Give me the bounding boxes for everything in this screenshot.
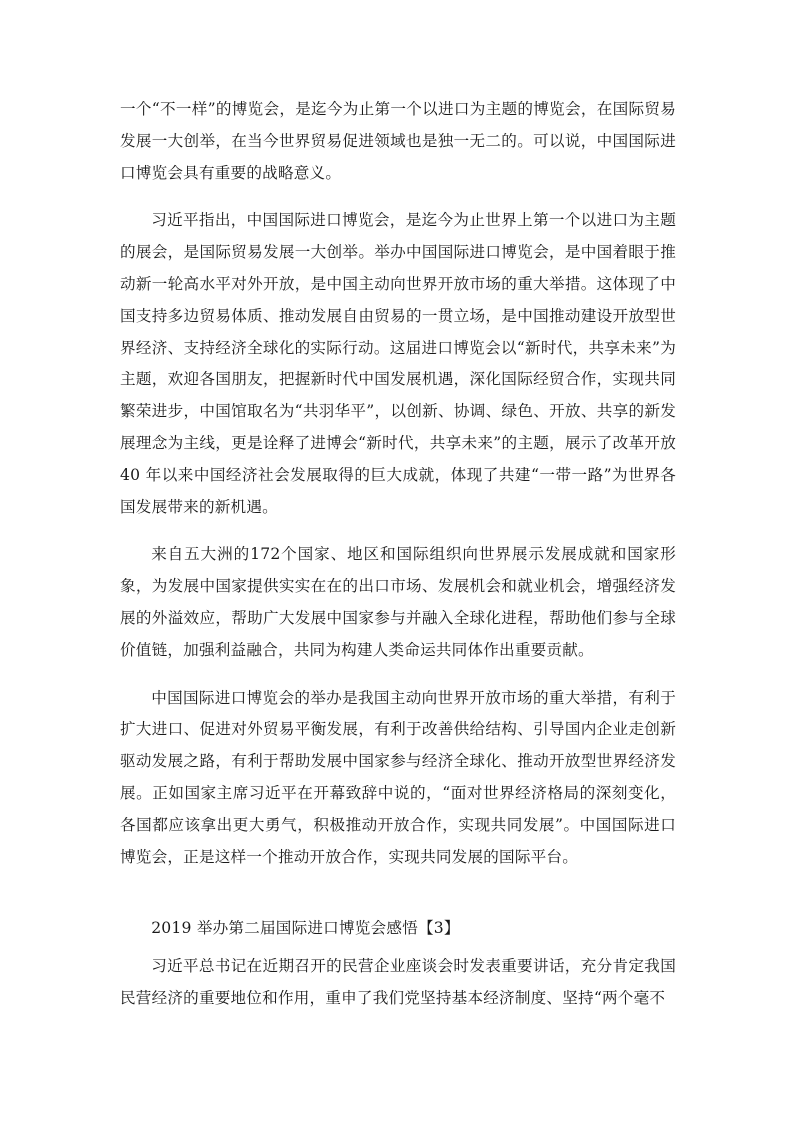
paragraph-private-enterprise: 习近平总书记在近期召开的民营企业座谈会时发表重要讲话，充分肯定我国民营经济的重要地位和作用，重申了我们党坚持基本经济制度、坚持“两个毫不: [120, 957, 676, 1007]
paragraph-continuation: 一个“不一样”的博览会，是迄今为止第一个以进口为主题的博览会，在国际贸易发展一大创举，在当今世界贸易促进领域也是独一无二的。可以说，中国国际进口博览会具有重要的战略意义。: [120, 100, 676, 182]
paragraph-xi-remarks: 习近平指出，中国国际进口博览会，是迄今为止世界上第一个以进口为主题的展会，是国际贸易发展一大创举。举办中国国际进口博览会，是中国着眼于推动新一轮高水平对外开放，是中国主动向世界开放市场的重大举措。这体现了中国支持多边贸易体质、推动发展自由贸易的一贯立场，是中国推动建设开放型世界经济、支持经济全球化的实际行动。这届进口博览会以“新时代，共享未来”为主题，欢迎各国朋友，把握新时代中国发展机遇，深化国际经贸合作，实现共同繁荣进步，中国馆取名为“共羽华平”，以创新、协调、绿色、开放、共享的新发展理念为主线，更是诠释了进博会“新时代，共享未来”的主题，展示了改革开放 40 年以来中国经济社会发展取得的巨大成就，体现了共建“一带一路”为世界各国发展带来的新机遇。: [120, 211, 676, 516]
document-page: [120, 94, 676, 1031]
section-spacer: [120, 889, 676, 913]
paragraph-172-countries: 来自五大洲的172个国家、地区和国际组织向世界展示发展成就和国家形象，为发展中国家提供实实在在的出口市场、发展机会和就业机会，增强经济发展的外溢效应，帮助广大发展中国家参与并融入全球化进程，帮助他们参与全球价值链，加强利益融合，共同为构建人类命运共同体作出重要贡献。: [120, 545, 676, 659]
paragraph-expo-significance: 中国国际进口博览会的举办是我国主动向世界开放市场的重大举措，有利于扩大进口、促进对外贸易平衡发展，有利于改善供给结构、引导国内企业走创新驱动发展之路，有利于帮助发展中国家参与经济全球化、推动开放型世界经济发展。正如国家主席习近平在开幕致辞中说的，“面对世界经济格局的深刻变化，各国都应该拿出更大勇气，积极推动开放合作，实现共同发展”。中国国际进口博览会，正是这样一个推动开放合作，实现共同发展的国际平台。: [120, 688, 676, 866]
section-heading: 2019 举办第二届国际进口博览会感悟【3】: [151, 919, 460, 938]
